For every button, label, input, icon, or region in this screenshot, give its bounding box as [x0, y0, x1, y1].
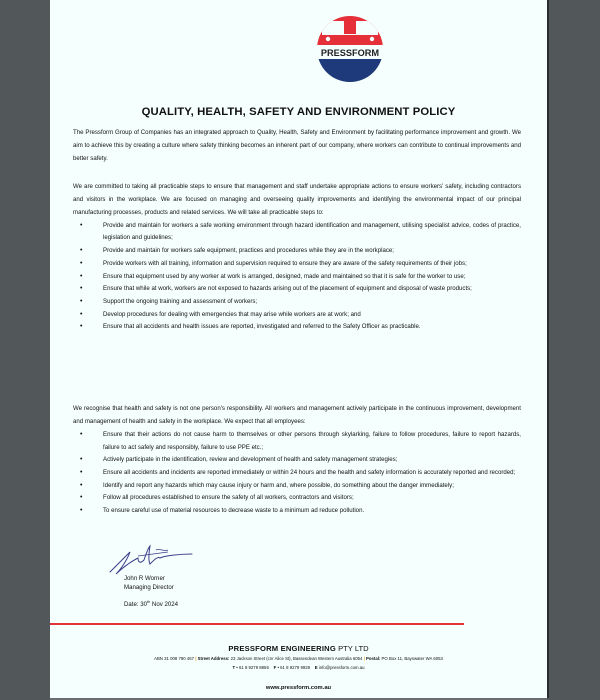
page-title: QUALITY, HEALTH, SAFETY AND ENVIRONMENT POLICY [141, 106, 456, 118]
bullet-icon: • [80, 221, 83, 229]
signatory-name: John R Worner [124, 575, 165, 582]
bullet-icon: • [80, 297, 83, 305]
pressform-logo-icon [314, 15, 386, 83]
phone-number: • 61 8 9279 8855 [235, 665, 269, 670]
bullet-icon: • [80, 494, 83, 502]
list-item: • To ensure careful use of material resources to decrease waste to a minimum ad reduce pollution. [73, 505, 521, 518]
responsibility-section [73, 403, 521, 518]
footer-address: ABN 31 008 790 467 | Street Address: 23 Jackson Street (cnr Alice St), Bassendean Western Australia 6054 | Postal: PO Box 11, Bayswater WA 6053 [154, 656, 443, 661]
footer-contact: T • 61 8 9279 8855 F • 61 8 9279 9929 E info@pressform.com.au [232, 665, 365, 670]
list-item: • Provide workers with all training, information and supervision required to ensure they are aware of the safety requirements of their jobs; [73, 258, 521, 271]
logo-text: PRESSFORM [320, 48, 380, 58]
list-item: • Follow all procedures established to ensure the safety of all workers, contractors and visitors; [73, 492, 521, 505]
bullet-icon: • [80, 247, 83, 255]
website-link[interactable]: www.pressform.com.au [265, 685, 332, 691]
intro-text: The Pressform Group of Companies has an integrated approach to Quality, Health, Safety and Environment by facilitating performance improvement and growth. We aim to achieve this by creating a culture where safety thinking becomes an inherent part of our company, where workers can contribute to continual improvements and better safety. [73, 129, 521, 162]
bullet-icon: • [80, 468, 83, 476]
list-item: • Develop procedures for dealing with emergencies that may arise while workers are at work; and [73, 309, 521, 322]
bullet-icon: • [80, 259, 83, 267]
bullet-icon: • [80, 272, 83, 280]
bullet-icon: • [80, 285, 83, 293]
signatory [124, 575, 174, 592]
commitment-text: We are committed to taking all practicable steps to ensure that management and staff undertake appropriate actions to ensure workers' safety, including contractors and visitors in the workplace. We are focused on managing and overseeing quality improvements and identifying the environmental impact of our principal manufacturing processes, products and related services. We will take all practicable steps to: [73, 183, 521, 216]
document-page [50, 0, 547, 698]
list-item: • Identify and report any hazards which may cause injury or harm and, where possible, do something about the danger immediately; [73, 480, 521, 493]
list-item: • Support the ongoing training and assessment of workers; [73, 296, 521, 309]
postal-address: PO Box 11, Bayswater WA 6053 [380, 656, 443, 661]
intro-paragraph [73, 127, 521, 166]
fax-number: • 61 8 9279 9929 [276, 665, 311, 670]
list-item: • Actively participate in the identification, review and development of health and safety management strategies; [73, 454, 521, 467]
street-address: 23 Jackson Street (cnr Alice St), Bassendean Western Australia 6054 [229, 656, 363, 661]
employee-list [73, 429, 521, 518]
email-link[interactable]: info@pressform.com.au [317, 665, 365, 670]
bullet-icon: • [80, 456, 83, 464]
bullet-icon: • [80, 310, 83, 318]
signatory-role: Managing Director [124, 583, 174, 591]
bullet-icon: • [80, 481, 83, 489]
list-item: • Ensure that all accidents and health issues are reported, investigated and referred to the Safety Officer as practicable. [73, 321, 521, 334]
bullet-icon: • [80, 323, 83, 331]
list-item: • Ensure that while at work, workers are not exposed to hazards arising out of the placement of equipment and disposal of waste products; [73, 283, 521, 296]
footer-company: PRESSFORM ENGINEERING PTY LTD [228, 644, 369, 653]
bullet-icon: • [80, 507, 83, 515]
commitment-list [73, 220, 521, 334]
list-item: • Ensure all accidents and incidents are reported immediately or within 24 hours and the health and safety information is accurately reported and recorded; [73, 467, 521, 480]
responsibility-text: We recognise that health and safety is not one person's responsibility. All workers and management actively participate in the continuous improvement, development and management of health and safety in the workplace. We expect that all employees: [73, 405, 521, 425]
commitment-section [73, 181, 521, 334]
list-item: • Ensure that their actions do not cause harm to themselves or other persons through skylarking, failure to follow procedures, failure to report hazards, failure to act safely and responsibly, failure to use PPE etc.; [80, 430, 521, 451]
abn: ABN 31 008 790 467 [154, 656, 194, 661]
signature-icon [108, 542, 198, 578]
list-item: • Provide and maintain for workers a safe working environment through hazard identification and management, utilising specialist advice, codes of practice, legislation and guidelines; [80, 221, 521, 242]
footer-divider [50, 623, 464, 625]
list-item: • Provide and maintain for workers safe equipment, practices and procedures while they are in the workplace; [73, 245, 521, 258]
bullet-icon: • [80, 430, 83, 438]
signature-date: Date: 30th Nov 2024 [124, 600, 178, 609]
list-item: • Ensure that equipment used by any worker at work is arranged, designed, made and maintained so that it is safe for the worker to use; [73, 271, 521, 284]
